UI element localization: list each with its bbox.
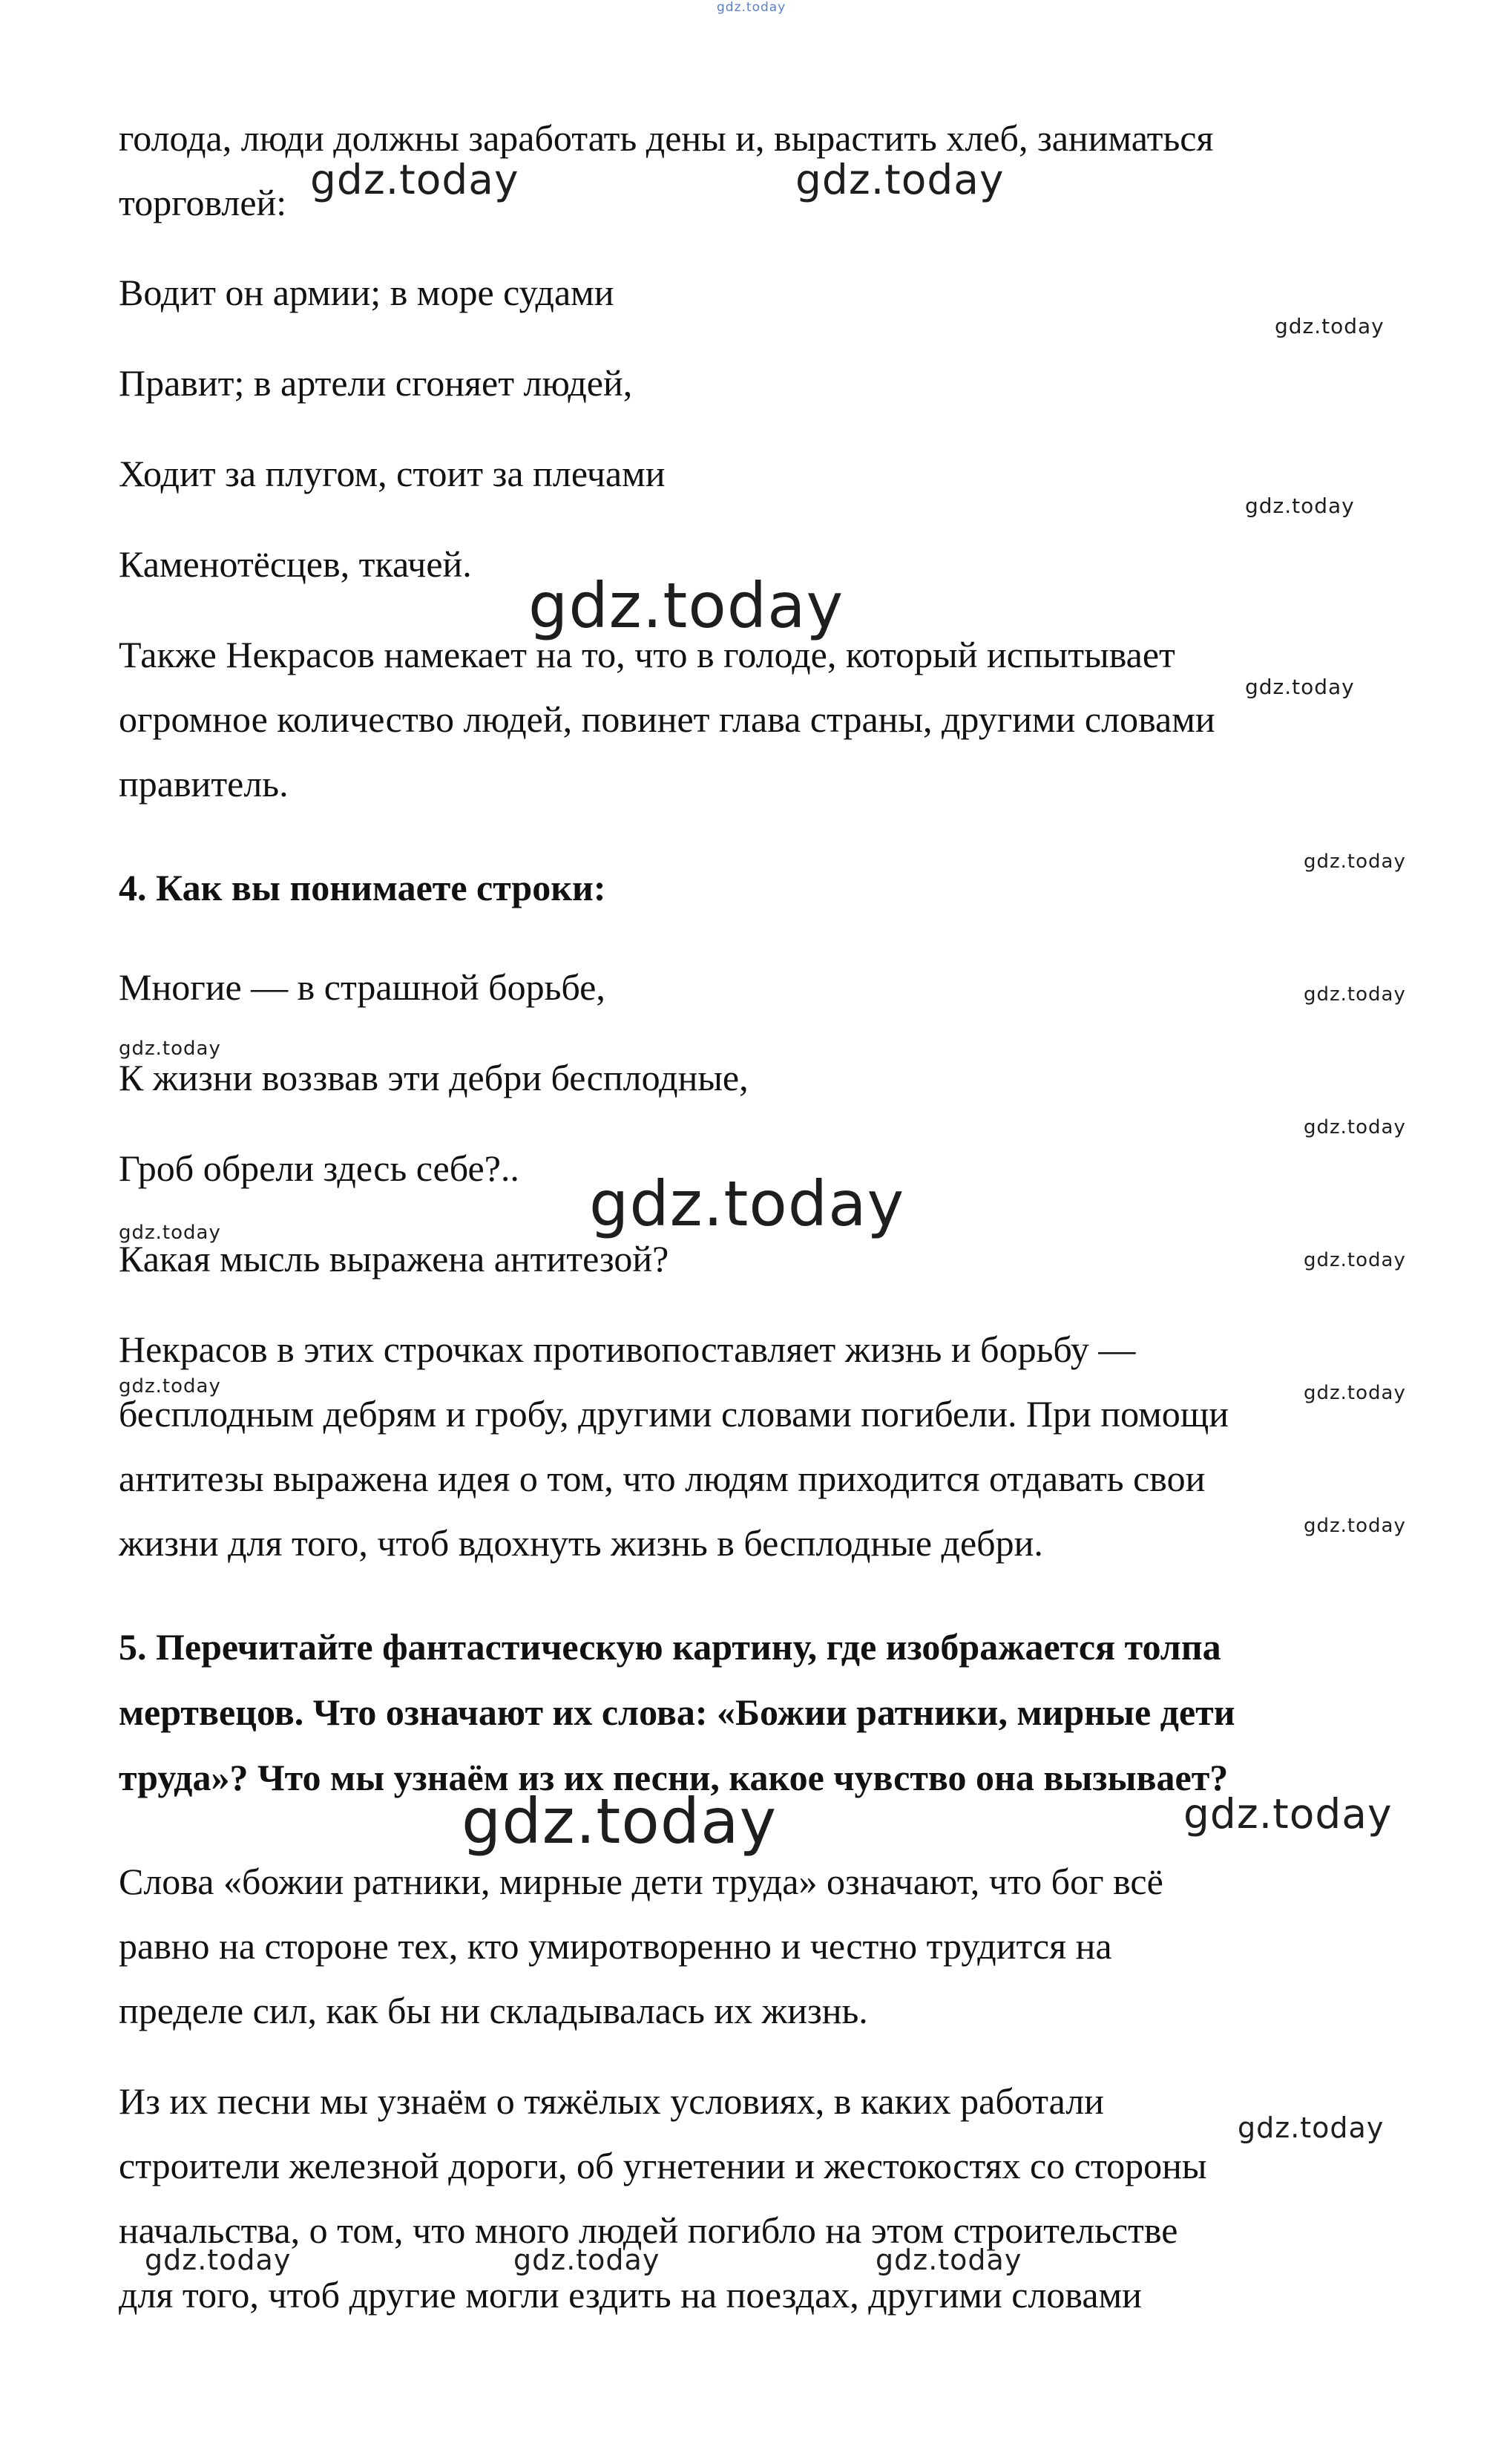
text-line: строители железной дороги, об угнетении и жестокостях со стороны xyxy=(119,2145,1207,2186)
question-heading: мертвецов. Что означают их слова: «Божии ратники, мирные дети xyxy=(119,1691,1235,1733)
text-line: жизни для того, чтоб вдохнуть жизнь в бесплодные дебри. xyxy=(119,1522,1043,1564)
watermark: gdz.today xyxy=(1238,2111,1385,2144)
poem-line: Правит; в артели сгоняет людей, xyxy=(119,362,633,404)
question-heading: 4. Как вы понимаете строки: xyxy=(119,867,606,908)
watermark: gdz.today xyxy=(1245,675,1355,699)
watermark: gdz.today xyxy=(145,2244,292,2276)
watermark: gdz.today xyxy=(1304,1249,1406,1271)
watermark: gdz.today xyxy=(513,2244,660,2276)
watermark: gdz.today xyxy=(1275,314,1385,338)
text-line: торговлей: xyxy=(119,182,287,223)
watermark: gdz.today xyxy=(795,156,1005,203)
watermark: gdz.today xyxy=(1304,1382,1406,1404)
poem-line: Гроб обрели здесь себе?.. xyxy=(119,1147,519,1189)
text-line: Слова «божии ратники, мирные дети труда» означают, что бог всё xyxy=(119,1861,1163,1902)
question-heading: труда»? Что мы узнаём из их песни, какое чувство она вызывает? xyxy=(119,1757,1229,1798)
watermark: gdz.today xyxy=(1304,851,1406,873)
watermark: gdz.today xyxy=(119,1038,221,1060)
text-line: огромное количество людей, повинет глава страны, другими словами xyxy=(119,698,1215,740)
text-line: Некрасов в этих строчках противопоставляет жизнь и борьбу — xyxy=(119,1328,1136,1370)
watermark: gdz.today xyxy=(310,156,519,203)
watermark: gdz.today xyxy=(528,569,844,642)
watermark: gdz.today xyxy=(1304,1116,1406,1138)
text-line: голода, люди должны заработать дены и, вырастить хлеб, заниматься xyxy=(119,117,1214,159)
text-line: Из их песни мы узнаём о тяжёлых условиях, в каких работали xyxy=(119,2080,1104,2122)
text-line: Также Некрасов намекает на то, что в голоде, который испытывает xyxy=(119,634,1175,675)
poem-line: Водит он армии; в море судами xyxy=(119,272,614,313)
watermark: gdz.today xyxy=(119,1222,221,1244)
watermark: gdz.today xyxy=(1245,494,1355,518)
watermark: gdz.today xyxy=(876,2244,1022,2276)
text-line: антитезы выражена идея о том, что людям приходится отдавать свои xyxy=(119,1458,1206,1499)
text-line: равно на стороне тех, кто умиротворенно и честно трудится на xyxy=(119,1925,1112,1967)
watermark: gdz.today xyxy=(1304,983,1406,1006)
text-line: пределе сил, как бы ни складывалась их жизнь. xyxy=(119,1990,868,2031)
poem-line: К жизни воззвав эти дебри бесплодные, xyxy=(119,1057,749,1098)
watermark: gdz.today xyxy=(462,1785,778,1858)
top-watermark: gdz.today xyxy=(717,0,786,15)
question-subline: Какая мысль выражена антитезой? xyxy=(119,1238,669,1279)
poem-line: Каменотёсцев, ткачей. xyxy=(119,543,472,585)
poem-line: Многие — в страшной борьбе, xyxy=(119,966,605,1008)
watermark: gdz.today xyxy=(1183,1790,1393,1838)
watermark: gdz.today xyxy=(119,1375,221,1398)
question-heading: 5. Перечитайте фантастическую картину, где изображается толпа xyxy=(119,1626,1221,1668)
text-line: начальства, о том, что много людей погибло на этом строительстве xyxy=(119,2209,1178,2251)
text-line: бесплодным дебрям и гробу, другими словами погибели. При помощи xyxy=(119,1393,1229,1435)
watermark: gdz.today xyxy=(1304,1515,1406,1537)
text-line: правитель. xyxy=(119,763,289,805)
poem-line: Ходит за плугом, стоит за плечами xyxy=(119,453,666,494)
watermark: gdz.today xyxy=(589,1167,905,1240)
text-line: для того, чтоб другие могли ездить на поездах, другими словами xyxy=(119,2274,1142,2316)
